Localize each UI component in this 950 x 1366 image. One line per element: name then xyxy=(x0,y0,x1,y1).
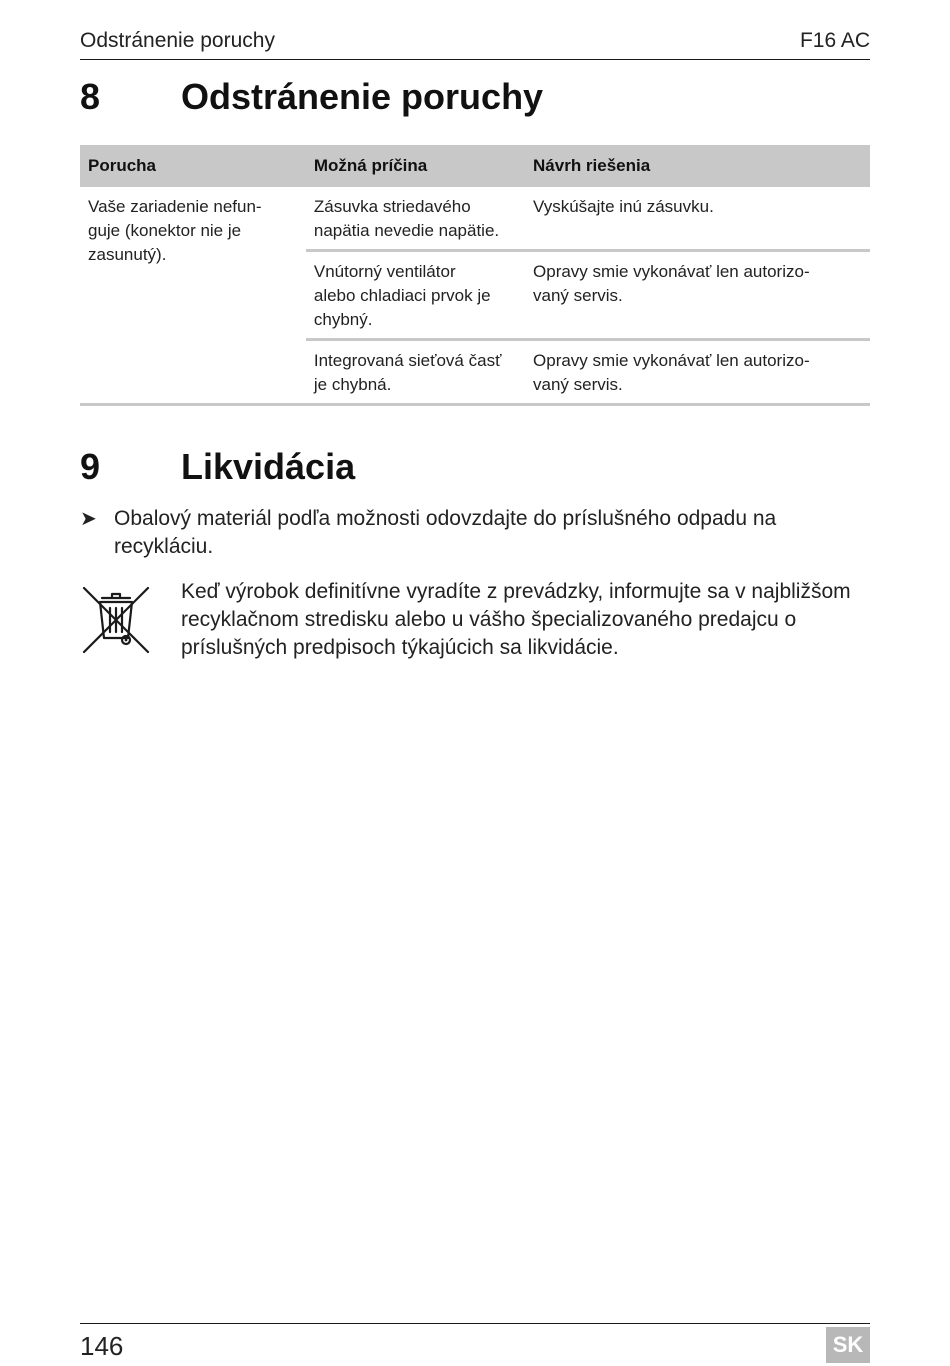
cause-cell xyxy=(306,251,525,340)
fault-text: Vaše zariadenie nefun- guje (konektor nie je zasunutý). xyxy=(88,197,262,264)
column-header-cause: Možná príčina xyxy=(306,145,525,187)
cause-cell xyxy=(306,187,525,251)
cause-text: Vnútorný ventilátor alebo chladiaci prvok je chybný. xyxy=(313,262,491,329)
solution-text: Vyskúšajte inú zásuvku. xyxy=(533,197,714,216)
running-title: Odstránenie poruchy xyxy=(80,29,275,52)
chapter-number: 9 xyxy=(80,446,101,487)
table-row xyxy=(80,187,870,251)
cause-text: Zásuvka striedavého napätia nevedie napätie. xyxy=(313,197,500,240)
bullet-text: Obalový materiál podľa možnosti odovzdajte do príslušného odpadu na recykláciu. xyxy=(114,507,777,558)
page-footer xyxy=(80,1323,870,1366)
disposal-text: Keď výrobok definitívne vyradíte z prevádzky, informujte sa v najbližšom recyklačnom stredisku alebo u vášho špecializovaného predajcu o príslušných predpisoch týkajúcich sa likvidácie. xyxy=(181,580,851,659)
chapter-9-heading xyxy=(80,443,870,491)
language-badge: SK xyxy=(826,1327,870,1363)
column-header-solution: Návrh riešenia xyxy=(525,145,870,187)
bullet-arrow-icon: ➤ xyxy=(80,508,97,530)
crossed-out-wheelie-bin-icon xyxy=(80,582,152,654)
fault-cell xyxy=(80,187,306,405)
table-header-row xyxy=(80,145,870,187)
solution-text: Opravy smie vykonávať len autorizo- vaný servis. xyxy=(533,262,810,305)
page-number: 146 xyxy=(80,1331,124,1361)
solution-cell xyxy=(525,251,870,340)
chapter-title: Likvidácia xyxy=(181,446,356,487)
cause-text: Integrovaná sieťová časť je chybná. xyxy=(313,351,502,394)
chapter-number: 8 xyxy=(80,76,101,117)
chapter-8-heading xyxy=(80,73,870,121)
cause-cell xyxy=(306,340,525,405)
model-name: F16 AC xyxy=(799,29,870,52)
solution-cell xyxy=(525,340,870,405)
disposal-note xyxy=(80,578,870,668)
troubleshooting-table xyxy=(80,145,870,406)
chapter-title: Odstránenie poruchy xyxy=(181,76,544,117)
column-header-fault: Porucha xyxy=(80,145,306,187)
solution-cell xyxy=(525,187,870,251)
page-header xyxy=(80,28,870,60)
solution-text: Opravy smie vykonávať len autorizo- vaný servis. xyxy=(533,351,810,394)
